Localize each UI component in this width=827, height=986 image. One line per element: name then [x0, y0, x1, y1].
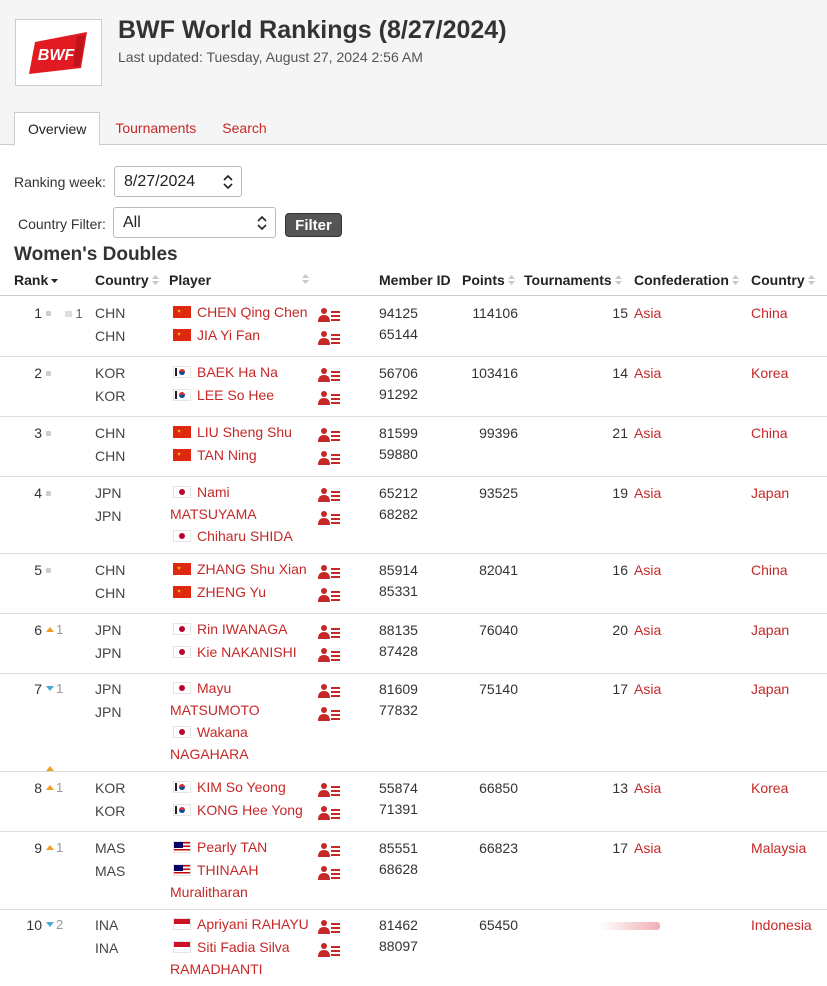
player-name: KONG Hee Yong [197, 802, 303, 818]
player-link[interactable] [170, 699, 260, 721]
member-id: 88097 [379, 938, 418, 954]
member-id: 65144 [379, 326, 418, 342]
rank-value: 8 [34, 780, 42, 796]
col-member-id[interactable] [379, 272, 451, 288]
player-profile-icon[interactable] [318, 942, 342, 958]
country-code: MAS [95, 840, 126, 856]
rank-up-icon [46, 627, 54, 632]
rank-movement [46, 366, 51, 381]
member-id: 81609 [379, 681, 418, 697]
member-id: 56706 [379, 365, 418, 381]
tournaments-value: 15 [612, 305, 628, 321]
japan-flag-icon [173, 486, 191, 498]
table-row [0, 357, 827, 417]
player-profile-icon[interactable] [318, 919, 342, 935]
rank-value: 6 [34, 622, 42, 638]
confederation-link[interactable]: Asia [634, 622, 662, 638]
player-profile-icon[interactable] [318, 367, 342, 383]
points-value: 99396 [479, 425, 518, 441]
ranking-week-select[interactable] [114, 166, 242, 197]
tab-bar [14, 112, 280, 145]
member-id: 88135 [379, 622, 418, 638]
player-link[interactable] [173, 301, 308, 323]
player-name: Pearly TAN [197, 839, 268, 855]
updown-chevron-icon [223, 175, 233, 189]
rank-value: 1 [34, 305, 42, 321]
col-rank[interactable] [14, 272, 58, 288]
member-id: 85914 [379, 562, 418, 578]
confederation-link[interactable]: Asia [634, 681, 662, 697]
last-updated: Last updated: Tuesday, August 27, 2024 2:56 AM [118, 49, 423, 65]
player-name: MATSUMOTO [170, 702, 260, 718]
player-profile-icon[interactable] [318, 390, 342, 406]
player-name: Wakana [197, 724, 248, 740]
rank-movement [46, 840, 63, 855]
player-link[interactable] [173, 799, 303, 821]
rank-movement [46, 486, 51, 501]
sort-icon [508, 275, 515, 285]
table-row [0, 477, 827, 554]
player-link[interactable] [173, 481, 230, 503]
country-code: MAS [95, 863, 126, 879]
updown-chevron-icon [257, 216, 267, 230]
player-profile-icon[interactable] [318, 450, 342, 466]
player-profile-icon[interactable] [318, 805, 342, 821]
country-code: CHN [95, 305, 126, 321]
tournaments-value: 17 [612, 681, 628, 697]
player-link[interactable] [173, 913, 309, 935]
player-link[interactable] [173, 421, 292, 443]
japan-flag-icon [173, 726, 191, 738]
player-link[interactable] [173, 444, 257, 466]
tournaments-value: 19 [612, 485, 628, 501]
member-id: 85331 [379, 583, 418, 599]
player-name: BAEK Ha Na [197, 364, 278, 380]
player-link[interactable] [173, 836, 267, 858]
country-code: JPN [95, 681, 122, 697]
points-value: 82041 [479, 562, 518, 578]
points-value: 75140 [479, 681, 518, 697]
player-name: Siti Fadia Silva [197, 939, 290, 955]
country-code: CHN [95, 328, 126, 344]
bwf-logo[interactable] [15, 19, 102, 86]
country-code: KOR [95, 803, 126, 819]
member-id: 68628 [379, 861, 418, 877]
points-value: 66850 [479, 780, 518, 796]
tournaments-value: 14 [612, 365, 628, 381]
player-profile-icon[interactable] [318, 427, 342, 443]
rank-up-icon [46, 785, 54, 790]
china-flag-icon [173, 586, 191, 598]
confederation-link[interactable]: Asia [634, 485, 662, 501]
loading-placeholder [600, 922, 660, 930]
player-profile-icon[interactable] [318, 624, 342, 640]
player-link[interactable] [173, 936, 290, 958]
rank-value: 3 [34, 425, 42, 441]
col-confederation[interactable] [634, 272, 739, 288]
country-code: JPN [95, 622, 122, 638]
rank-change-value: 1 [75, 306, 83, 321]
confederation-link[interactable]: Asia [634, 562, 662, 578]
table-row [0, 417, 827, 477]
tournaments-value: 21 [612, 425, 628, 441]
member-id: 65212 [379, 485, 418, 501]
col-tournaments-label: Tournaments [524, 272, 612, 288]
country-code: KOR [95, 388, 126, 404]
player-name: JIA Yi Fan [197, 327, 261, 343]
page-title: BWF World Rankings (8/27/2024) [118, 16, 507, 44]
rank-value: 2 [34, 365, 42, 381]
country-filter-select[interactable] [113, 207, 276, 238]
player-profile-icon[interactable] [318, 307, 342, 323]
member-id: 81599 [379, 425, 418, 441]
member-id: 59880 [379, 446, 418, 462]
page-header [0, 0, 827, 145]
player-link[interactable] [173, 776, 286, 798]
player-name: Apriyani RAHAYU [197, 916, 309, 932]
confederation-link[interactable]: Asia [634, 365, 662, 381]
rank-movement [46, 306, 83, 321]
player-name: NAGAHARA [170, 746, 249, 762]
country-link[interactable]: Japan [751, 622, 790, 638]
member-id: 77832 [379, 702, 418, 718]
confederation-link[interactable]: Asia [634, 425, 662, 441]
col-player-label: Player [169, 272, 212, 288]
country-link[interactable]: Japan [751, 681, 790, 697]
points-value: 66823 [479, 840, 518, 856]
player-link[interactable] [173, 558, 307, 580]
player-name: Kie NAKANISHI [197, 644, 297, 660]
player-profile-icon[interactable] [318, 842, 342, 858]
country-code: KOR [95, 365, 126, 381]
tournaments-value: 13 [612, 780, 628, 796]
sort-icon [152, 275, 159, 285]
points-value: 93525 [479, 485, 518, 501]
points-value: 114106 [472, 305, 518, 321]
player-profile-icon[interactable] [318, 564, 342, 580]
confederation-link[interactable]: Asia [634, 780, 662, 796]
col-points-label: Points [462, 272, 505, 288]
player-link[interactable] [173, 324, 260, 346]
country-link[interactable]: Indonesia [751, 917, 812, 933]
player-link[interactable] [173, 677, 231, 699]
member-id: 91292 [379, 386, 418, 402]
no-change-icon [46, 431, 51, 436]
filter-button[interactable]: Filter [285, 213, 342, 237]
player-name: TAN Ning [197, 447, 257, 463]
tournaments-value: 16 [612, 562, 628, 578]
confederation-link[interactable]: Asia [634, 305, 662, 321]
country-link[interactable]: Malaysia [751, 840, 807, 856]
rank-up-icon [46, 845, 54, 850]
japan-flag-icon [173, 646, 191, 658]
rank-value: 5 [34, 562, 42, 578]
tab-search[interactable]: Search [222, 120, 267, 136]
points-value: 103416 [471, 365, 518, 381]
tab-overview[interactable]: Overview [14, 112, 100, 146]
member-id: 85551 [379, 840, 418, 856]
player-link[interactable] [170, 881, 248, 903]
points-value: 76040 [479, 622, 518, 638]
player-name: Chiharu SHIDA [197, 528, 293, 544]
country-code: JPN [95, 485, 122, 501]
confederation-link[interactable]: Asia [634, 840, 662, 856]
no-change-icon [46, 371, 51, 376]
rank-value: 10 [26, 917, 42, 933]
player-profile-icon[interactable] [318, 782, 342, 798]
player-name: Nami [197, 484, 230, 500]
player-name: MATSUYAMA [170, 506, 257, 522]
member-id: 87428 [379, 643, 418, 659]
rank-change-value: 1 [56, 780, 64, 795]
col-country-name-label: Country [751, 272, 805, 288]
country-code: CHN [95, 425, 126, 441]
korea-flag-icon [173, 781, 191, 793]
player-link[interactable] [173, 581, 266, 603]
member-id: 81462 [379, 917, 418, 933]
country-code: KOR [95, 780, 126, 796]
rank-value: 7 [34, 681, 42, 697]
table-row [0, 554, 827, 614]
col-confederation-label: Confederation [634, 272, 729, 288]
table-row [0, 674, 827, 772]
country-link[interactable]: Korea [751, 780, 789, 796]
table-row [0, 297, 827, 357]
player-profile-icon[interactable] [318, 587, 342, 603]
rank-movement [46, 917, 63, 932]
player-profile-icon[interactable] [318, 706, 342, 722]
player-link[interactable] [170, 958, 263, 980]
section-title: Women's Doubles [14, 244, 178, 265]
ranking-week-label: Ranking week: [14, 174, 106, 190]
table-row [0, 614, 827, 674]
rank-change-value: 1 [56, 622, 64, 637]
player-link[interactable] [170, 743, 249, 765]
player-link[interactable] [173, 721, 248, 743]
member-id: 55874 [379, 780, 418, 796]
no-change-icon [46, 491, 51, 496]
sort-icon [808, 275, 815, 285]
col-country-name[interactable] [751, 272, 815, 288]
country-link[interactable]: Japan [751, 485, 790, 501]
tournaments-value: 17 [612, 840, 628, 856]
korea-flag-icon [173, 366, 191, 378]
rank-movement [46, 426, 51, 441]
player-name: Rin IWANAGA [197, 621, 288, 637]
player-name: Mayu [197, 680, 232, 696]
player-profile-icon[interactable] [318, 487, 342, 503]
col-country[interactable] [95, 272, 159, 288]
china-flag-icon [173, 329, 191, 341]
previous-rank-icon [65, 311, 72, 317]
china-flag-icon [173, 426, 191, 438]
player-profile-icon[interactable] [318, 647, 342, 663]
country-link[interactable]: China [751, 425, 788, 441]
sort-icon [615, 275, 622, 285]
player-link[interactable] [173, 525, 293, 547]
member-id: 68282 [379, 506, 418, 522]
player-link[interactable] [173, 361, 278, 383]
member-id: 94125 [379, 305, 418, 321]
player-link[interactable] [173, 641, 297, 663]
rank-movement [46, 622, 63, 637]
player-name: CHEN Qing Chen [197, 304, 308, 320]
player-profile-icon[interactable] [318, 510, 342, 526]
player-name: KIM So Yeong [197, 779, 286, 795]
player-profile-icon[interactable] [318, 865, 342, 881]
tournaments-value: 20 [612, 622, 628, 638]
rank-movement [46, 780, 63, 795]
player-name: Muralitharan [170, 884, 248, 900]
col-player[interactable] [169, 272, 211, 288]
tab-tournaments[interactable]: Tournaments [115, 120, 197, 136]
table-row [0, 910, 827, 986]
rank-change-value: 1 [56, 681, 64, 696]
indonesia-flag-icon [173, 941, 191, 953]
country-code: CHN [95, 562, 126, 578]
player-name: RAMADHANTI [170, 961, 263, 977]
country-code: INA [95, 940, 119, 956]
col-points[interactable] [462, 272, 515, 288]
ranking-week-value: 8/27/2024 [124, 173, 196, 190]
country-code: CHN [95, 585, 126, 601]
col-tournaments[interactable] [524, 272, 622, 288]
country-code: JPN [95, 508, 122, 524]
rank-down-icon [46, 686, 54, 691]
japan-flag-icon [173, 623, 191, 635]
indonesia-flag-icon [173, 918, 191, 930]
country-link[interactable]: China [751, 562, 788, 578]
player-link[interactable] [170, 503, 257, 525]
country-filter-label: Country Filter: [18, 216, 106, 232]
col-rank-label: Rank [14, 272, 49, 288]
country-code: CHN [95, 448, 126, 464]
korea-flag-icon [173, 389, 191, 401]
malaysia-flag-icon [173, 841, 191, 853]
player-link[interactable] [173, 859, 258, 881]
japan-flag-icon [173, 682, 191, 694]
rank-up-icon [46, 766, 54, 771]
rank-value: 9 [34, 840, 42, 856]
col-member-id-label: Member ID [379, 272, 451, 288]
table-row [0, 772, 827, 832]
member-id: 71391 [379, 801, 418, 817]
sort-desc-icon [51, 275, 58, 285]
player-name: ZHANG Shu Xian [197, 561, 307, 577]
no-change-icon [46, 311, 51, 316]
col-country-label: Country [95, 272, 149, 288]
rank-movement [46, 563, 51, 578]
table-header [0, 266, 827, 296]
korea-flag-icon [173, 804, 191, 816]
sort-icon [732, 275, 739, 285]
player-name: ZHENG Yu [197, 584, 266, 600]
player-profile-icon[interactable] [318, 683, 342, 699]
country-code: INA [95, 917, 119, 933]
rank-change-value: 2 [56, 917, 64, 932]
points-value: 65450 [479, 917, 518, 933]
country-code: JPN [95, 704, 122, 720]
table-row [0, 832, 827, 910]
player-link[interactable] [173, 618, 288, 640]
no-change-icon [46, 568, 51, 573]
player-name: LEE So Hee [197, 387, 275, 403]
player-name: LIU Sheng Shu [197, 424, 292, 440]
malaysia-flag-icon [173, 864, 191, 876]
rank-value: 4 [34, 485, 42, 501]
rank-change-value: 1 [56, 840, 64, 855]
china-flag-icon [173, 449, 191, 461]
china-flag-icon [173, 563, 191, 575]
country-link[interactable]: China [751, 305, 788, 321]
country-code: JPN [95, 645, 122, 661]
logo-text: BWF [37, 47, 75, 64]
china-flag-icon [173, 306, 191, 318]
country-filter-value: All [123, 214, 141, 231]
rank-down-icon [46, 922, 54, 927]
bwf-logo-icon [29, 32, 89, 74]
player-profile-icon[interactable] [318, 330, 342, 346]
japan-flag-icon [173, 530, 191, 542]
sort-icon[interactable] [302, 274, 309, 284]
player-link[interactable] [173, 384, 274, 406]
rank-movement [46, 681, 63, 696]
country-link[interactable]: Korea [751, 365, 789, 381]
player-name: THINAAH [197, 862, 259, 878]
